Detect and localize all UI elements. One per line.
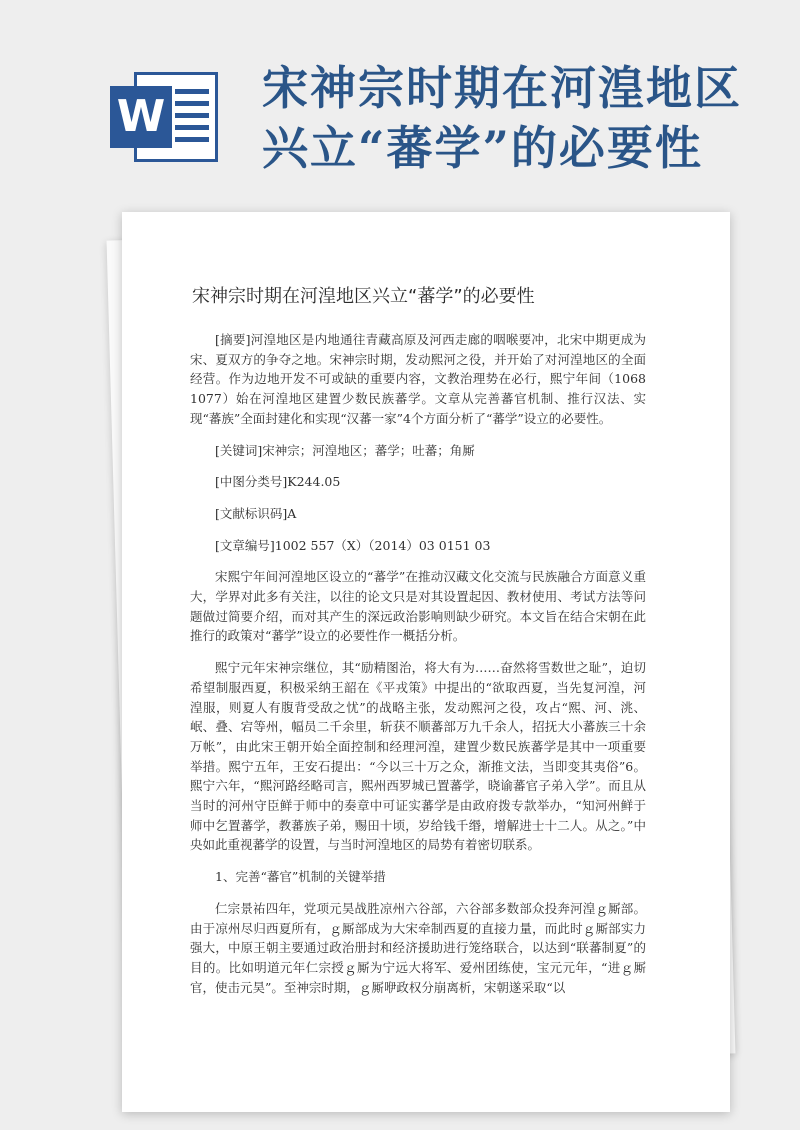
document-title: 宋神宗时期在河湟地区兴立“蕃学”的必要性 <box>192 286 535 307</box>
keywords-line: [关键词]宋神宗；河湟地区；蕃学；吐蕃；角厮 <box>215 442 475 458</box>
banner-title-line1: 宋神宗时期在河湟地区 <box>262 61 742 115</box>
word-icon-letter: W <box>110 86 172 148</box>
abstract-paragraph: [摘要]河湟地区是内地通往青藏高原及河西走廊的咽喉要冲，北宋中期更成为宋、夏双方的争夺之地。宋神宗时期，发动熙河之役，并开始了对河湟地区的全面经营。作为边地开发不可或缺的重要内容，文教治理势在必行，熙宁年间（1068 1077）始在河湟地区建置少数民族蕃学。文章从完善蕃官机制、推行汉法、实现“蕃族”全面封建化和实现“汉蕃一家”4个方面分析了“蕃学”设立的必要性。 <box>190 332 646 426</box>
body-paragraph: 仁宗景祐四年，党项元昊战胜凉州六谷部，六谷部多数部众投奔河湟ｇ厮部。由于凉州尽归西夏所有，ｇ厮部成为大宋牵制西夏的直接力量，而此时ｇ厮部实力强大，中原王朝主要通过政治册封和经济援助进行笼络联合，以达到“联蕃制夏”的目的。比如明道元年仁宗授ｇ厮为宁远大将军、爱州团练使，宝元元年，“进ｇ厮官，使击元昊”。至神宗时期，ｇ厮咿政权分崩离析，宋朝遂采取“以 <box>190 900 646 995</box>
intro-paragraph: 宋熙宁年间河湟地区设立的“蕃学”在推动汉藏文化交流与民族融合方面意义重大，学界对此多有关注，以往的论文只是对其设置起因、教材使用、考试方法等问题做过简要介绍，而对其产生的深远政治影响则缺少研究。本文旨在结合宋朝在此推行的政策对“蕃学”设立的必要性作一概括分析。 <box>190 569 646 644</box>
body-paragraph: 熙宁元年宋神宗继位，其“励精图治，将大有为……奋然将雪数世之耻”，迫切希望制服西夏，积极采纳王韶在《平戎策》中提出的“欲取西夏，当先复河湟，河湟服，则夏人有腹背受敌之忧”的战略主张，发动熙河之役，攻占“熙、河、洮、岷、叠、宕等州，幅员二千余里，斩获不顺蕃部万九千余人，招抚大小蕃族三十余万帐”，由此宋王朝开始全面控制和经理河湟，建置少数民族蕃学是其中一项重要举措。熙宁五年，王安石提出：“今以三十万之众，渐推文法，当即变其夷俗”6。熙宁六年，“熙河路经略司言，熙州西罗城已置蕃学，晓谕蕃官子弟入学”。而且从当时的河州守臣鲜于师中的奏章中可证实蕃学是由政府拨专款举办，“知河州鲜于师中乞置蕃学，教蕃族子弟，赐田十顷，岁给钱千缗，增解进士十二人。从之。”中央如此重视蕃学的设置，与当时河湟地区的局势有着密切联系。 <box>190 660 646 853</box>
section-heading: 1、完善“蕃官”机制的关键举措 <box>215 869 386 885</box>
banner-title-line2: 兴立“蕃学”的必要性 <box>262 121 703 175</box>
banner-title <box>262 58 782 178</box>
article-number-line: [文章编号]1002 557（X）（2014）03 0151 03 <box>215 537 491 553</box>
clc-line: [中图分类号]K244.05 <box>215 474 341 490</box>
document-body <box>190 330 646 1009</box>
word-document-icon <box>110 72 220 162</box>
document-code-line: [文献标识码]A <box>215 505 297 521</box>
document-page <box>122 212 730 1112</box>
banner <box>0 0 800 200</box>
